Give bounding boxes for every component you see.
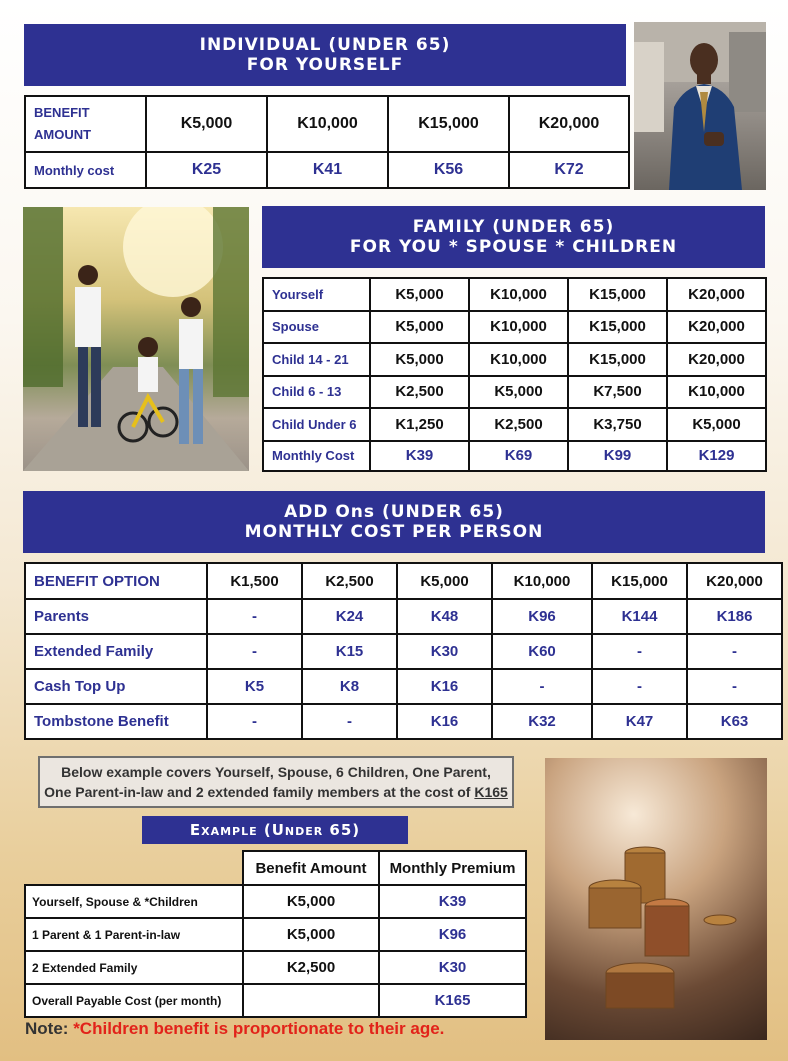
individual-cost: K72: [509, 152, 629, 188]
family-row-label: Child Under 6: [263, 408, 370, 441]
family-banner: [262, 206, 765, 268]
note-text: *Children benefit is proportionate to their age.: [73, 1019, 445, 1038]
example-header-empty: [25, 851, 243, 885]
family-bike-photo: [23, 207, 249, 471]
example-header-premium: Monthly Premium: [379, 851, 526, 885]
example-header-benefit: Benefit Amount: [243, 851, 379, 885]
family-benefit-value: K1,250: [370, 408, 469, 441]
monthly-cost-label: Monthly cost: [25, 152, 146, 188]
family-benefit-value: K3,750: [568, 408, 667, 441]
addons-row-label: Tombstone Benefit: [25, 704, 207, 739]
example-benefit-value: K5,000: [243, 918, 379, 951]
individual-amount: K5,000: [146, 96, 267, 152]
addons-cost-value: -: [592, 634, 687, 669]
benefit-label-line2: AMOUNT: [34, 127, 92, 142]
example-intro-cost: K165: [474, 784, 508, 800]
family-benefit-value: K5,000: [667, 408, 766, 441]
family-title-line1: FAMILY (UNDER 65): [412, 216, 615, 237]
addons-cost-value: -: [687, 669, 782, 704]
family-row-label: Yourself: [263, 278, 370, 311]
addons-cost-value: K24: [302, 599, 397, 634]
individual-cost: K56: [388, 152, 509, 188]
example-header-row: [25, 851, 526, 885]
family-benefit-value: K7,500: [568, 376, 667, 409]
example-intro-line2: [40, 782, 512, 802]
family-benefit-value: K10,000: [469, 311, 568, 344]
family-row: [263, 408, 766, 441]
example-premium-value: K39: [379, 885, 526, 918]
addons-title-line1: ADD Ons (UNDER 65): [284, 501, 504, 522]
example-benefit-value: K5,000: [243, 885, 379, 918]
addons-row: [25, 599, 782, 634]
individual-title-line1: INDIVIDUAL (UNDER 65): [199, 34, 451, 55]
family-cost-value: K69: [469, 441, 568, 471]
family-benefit-value: K5,000: [370, 278, 469, 311]
addons-header-amount: K20,000: [687, 563, 782, 599]
addons-row: [25, 634, 782, 669]
family-table: [262, 277, 767, 472]
example-row: [25, 918, 526, 951]
addons-header-label: BENEFIT OPTION: [25, 563, 207, 599]
example-row-label: 2 Extended Family: [25, 951, 243, 984]
addons-cost-value: -: [207, 599, 302, 634]
addons-header-amount: K10,000: [492, 563, 592, 599]
family-benefit-value: K20,000: [667, 343, 766, 376]
addons-header-row: [25, 563, 782, 599]
family-benefit-value: K10,000: [667, 376, 766, 409]
family-cost-label: Monthly Cost: [263, 441, 370, 471]
family-benefit-value: K15,000: [568, 343, 667, 376]
family-benefit-value: K5,000: [370, 311, 469, 344]
addons-cost-value: K63: [687, 704, 782, 739]
family-cost-value: K39: [370, 441, 469, 471]
example-benefit-value: K2,500: [243, 951, 379, 984]
example-row-label: Overall Payable Cost (per month): [25, 984, 243, 1017]
example-intro-line2-text: One Parent-in-law and 2 extended family members at the cost of: [44, 784, 471, 800]
family-row: [263, 311, 766, 344]
family-benefit-value: K10,000: [469, 278, 568, 311]
family-benefit-value: K20,000: [667, 311, 766, 344]
example-intro-box: [38, 756, 514, 808]
individual-cost: K25: [146, 152, 267, 188]
example-intro-line1: Below example covers Yourself, Spouse, 6 Children, One Parent,: [61, 764, 491, 780]
family-row: [263, 376, 766, 409]
addons-header-amount: K2,500: [302, 563, 397, 599]
note: [25, 1019, 444, 1039]
example-row-label: Yourself, Spouse & *Children: [25, 885, 243, 918]
addons-cost-value: K96: [492, 599, 592, 634]
family-cost-row: [263, 441, 766, 471]
example-title: [142, 816, 408, 844]
addons-cost-value: K48: [397, 599, 492, 634]
family-benefit-value: K15,000: [568, 278, 667, 311]
example-row-label: 1 Parent & 1 Parent-in-law: [25, 918, 243, 951]
family-benefit-value: K5,000: [469, 376, 568, 409]
example-premium-value: K96: [379, 918, 526, 951]
family-title-line2: FOR YOU * SPOUSE * CHILDREN: [349, 237, 678, 257]
addons-cost-value: K16: [397, 704, 492, 739]
individual-amount: K15,000: [388, 96, 509, 152]
addons-cost-value: K32: [492, 704, 592, 739]
family-benefit-value: K20,000: [667, 278, 766, 311]
family-cost-value: K99: [568, 441, 667, 471]
example-premium-value: K30: [379, 951, 526, 984]
addons-cost-value: K47: [592, 704, 687, 739]
addons-cost-value: -: [492, 669, 592, 704]
example-title-text: Example (Under 65): [189, 821, 361, 839]
addons-cost-value: -: [592, 669, 687, 704]
addons-cost-value: K30: [397, 634, 492, 669]
individual-amount: K20,000: [509, 96, 629, 152]
coins-illustration: [545, 758, 767, 1040]
family-row-label: Spouse: [263, 311, 370, 344]
addons-cost-value: K60: [492, 634, 592, 669]
addons-header-amount: K5,000: [397, 563, 492, 599]
family-benefit-value: K2,500: [469, 408, 568, 441]
family-row-label: Child 6 - 13: [263, 376, 370, 409]
addons-header-amount: K1,500: [207, 563, 302, 599]
addons-banner: [23, 491, 765, 553]
man-illustration: [634, 22, 766, 190]
man-in-suit-photo: [634, 22, 766, 190]
example-table: [24, 850, 527, 1018]
coins-photo: [545, 758, 767, 1040]
family-benefit-value: K15,000: [568, 311, 667, 344]
benefit-label-line1: BENEFIT: [34, 105, 90, 120]
benefit-amount-label: [25, 96, 146, 152]
family-benefit-value: K5,000: [370, 343, 469, 376]
note-prefix: Note:: [25, 1019, 69, 1038]
example-row: [25, 984, 526, 1017]
addons-cost-value: K15: [302, 634, 397, 669]
individual-table: [24, 95, 630, 189]
addons-cost-value: -: [207, 704, 302, 739]
addons-row: [25, 704, 782, 739]
example-benefit-value: [243, 984, 379, 1017]
addons-cost-value: K186: [687, 599, 782, 634]
addons-cost-value: -: [302, 704, 397, 739]
addons-cost-value: K8: [302, 669, 397, 704]
example-row: [25, 885, 526, 918]
family-row: [263, 278, 766, 311]
addons-row: [25, 669, 782, 704]
addons-row-label: Cash Top Up: [25, 669, 207, 704]
family-benefit-value: K10,000: [469, 343, 568, 376]
individual-cost: K41: [267, 152, 388, 188]
addons-cost-value: K144: [592, 599, 687, 634]
family-cost-value: K129: [667, 441, 766, 471]
addons-cost-value: -: [687, 634, 782, 669]
addons-cost-value: K5: [207, 669, 302, 704]
addons-header-amount: K15,000: [592, 563, 687, 599]
addons-row-label: Parents: [25, 599, 207, 634]
addons-title-line2: MONTHLY COST PER PERSON: [244, 522, 544, 542]
addons-cost-value: -: [207, 634, 302, 669]
family-benefit-value: K2,500: [370, 376, 469, 409]
addons-table: [24, 562, 783, 740]
family-row-label: Child 14 - 21: [263, 343, 370, 376]
addons-cost-value: K16: [397, 669, 492, 704]
individual-title-line2: FOR YOURSELF: [246, 55, 404, 75]
family-illustration: [23, 207, 249, 471]
example-premium-value: K165: [379, 984, 526, 1017]
individual-banner: [24, 24, 626, 86]
example-row: [25, 951, 526, 984]
family-row: [263, 343, 766, 376]
individual-amount: K10,000: [267, 96, 388, 152]
addons-row-label: Extended Family: [25, 634, 207, 669]
